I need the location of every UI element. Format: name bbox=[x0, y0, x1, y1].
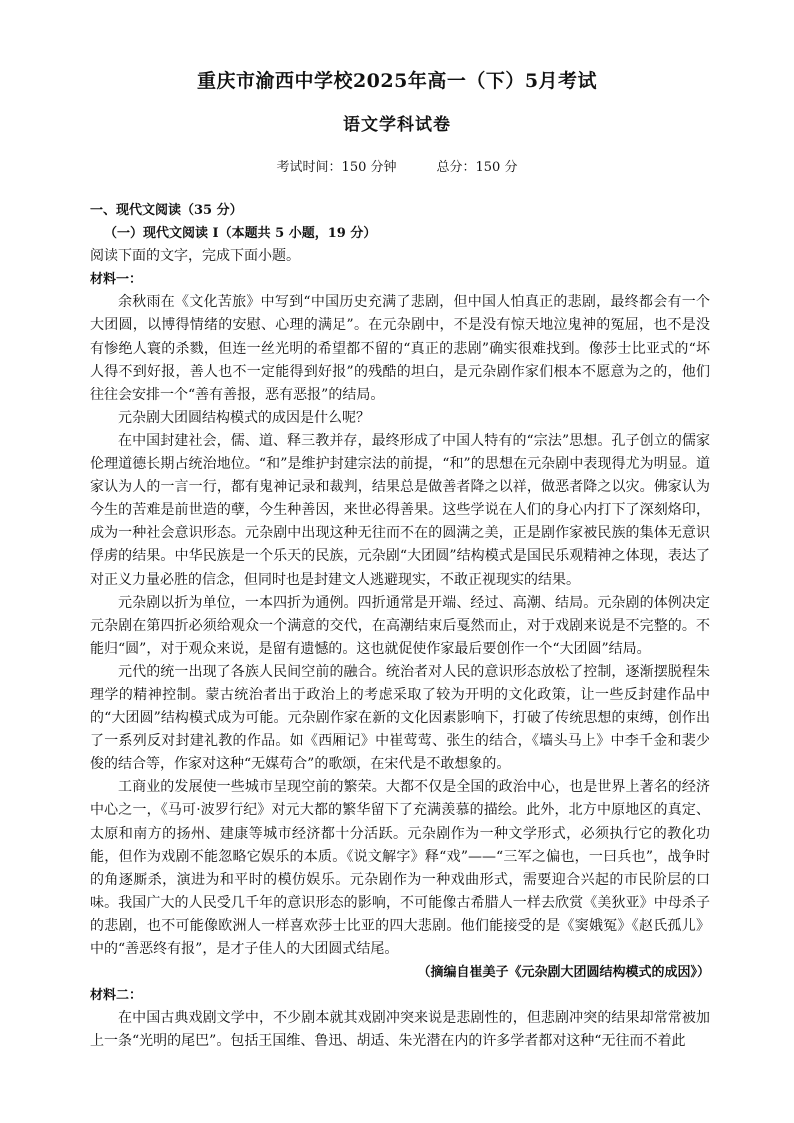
material-two-label: 材料二： bbox=[90, 988, 143, 1004]
material-one-label: 材料一： bbox=[90, 272, 143, 288]
section-heading: 一、现代文阅读（35 分） bbox=[90, 203, 243, 218]
material-one-paragraph: 元杂剧大团圆结构模式的成因是什么呢？ bbox=[118, 409, 370, 426]
exam-title: 重庆市渝西中学校2025年高一（下）5月考试 bbox=[196, 70, 598, 92]
material-two-paragraph: 在中国古典戏剧文学中，不少剧本就其戏剧冲突来说是悲剧性的，但悲剧冲突的结果却常常被加上一条“光明的尾巴”。包括王国维、鲁迅、胡适、朱光潜在内的许多学者都对这种“无往而不着此 bbox=[90, 1010, 710, 1050]
section-subheading: （一）现代文阅读 I（本题共 5 小题，19 分） bbox=[104, 226, 377, 242]
exam-total-score: 总分：150 分 bbox=[436, 160, 518, 175]
exam-subtitle: 语文学科试卷 bbox=[343, 115, 451, 135]
material-one-paragraph: 元杂剧以折为单位，一本四折为通例。四折通常是开端、经过、高潮、结局。元杂剧的体例决定元杂剧在第四折必须给观众一个满意的交代，在高潮结束后戛然而止，对于戏剧来说是不完整的。不能归“圆”，对于观众来说，是留有遗憾的。这也就促使作家最后要创作一个“大团圆”结局。 bbox=[90, 594, 710, 657]
material-one-source: （摘编自崔美子《元杂剧大团圆结构模式的成因》） bbox=[417, 965, 710, 981]
material-one-paragraph: 工商业的发展使一些城市呈现空前的繁荣。大都不仅是全国的政治中心，也是世界上著名的经济中心之一，《马可·波罗行纪》对元大都的繁华留下了充满羡慕的描绘。此外，北方中原地区的真定、太原和南方的扬州、建康等城市经济都十分活跃。元杂剧作为一种文学形式，必须执行它的教化功能，但作为戏剧不能忽略它娱乐的本质。《说文解字》释“戏”——“三军之偏也，一曰兵也”，战争时的角逐厮杀，演进为和平时的模仿娱乐。元杂剧作为一种戏曲形式，需要迎合兴起的市民阶层的口味。我国广大的人民受几千年的意识形态的影响，不可能像古希腊人一样去欣赏《美狄亚》中母杀子的悲剧，也不可能像欧洲人一样喜欢莎士比亚的四大悲剧。他们能接受的是《窦娥冤》《赵氏孤儿》中的“善恶终有报”，是才子佳人的大团圆式结尾。 bbox=[90, 779, 710, 957]
material-one-paragraph: 余秋雨在《文化苦旅》中写到“中国历史充满了悲剧，但中国人怕真正的悲剧，最终都会有一个大团圆，以博得情绪的安慰、心理的满足”。在元杂剧中，不是没有惊天地泣鬼神的冤屈，也不是没有惨绝人寰的杀戮，但连一丝光明的希望都不留的“真正的悲剧”确实很难找到。像莎士比亚式的“坏人得不到好报，善人也不一定能得到好报”的残酷的坦白，是元杂剧作家们根本不愿意为之的，他们往往会安排一个“善有善报，恶有恶报”的结局。 bbox=[90, 294, 710, 403]
exam-time: 考试时间：150 分钟 bbox=[276, 160, 397, 175]
material-one-paragraph: 元代的统一出现了各族人民间空前的融合。统治者对人民的意识形态放松了控制，逐渐摆脱程朱理学的精神控制。蒙古统治者出于政治上的考虑采取了较为开明的文化政策，让一些反封建作品中的“大团圆”结构模式成为可能。元杂剧作家在新的文化因素影响下，打破了传统思想的束缚，创作出了一系列反对封建礼教的作品。如《西厢记》中崔莺莺、张生的结合，《墙头马上》中李千金和裴少俊的结合等，作家对这种“无媒苟合”的歌颂，在宋代是不敢想象的。 bbox=[90, 663, 710, 773]
material-one-paragraph: 在中国封建社会，儒、道、释三教并存，最终形成了中国人特有的“宗法”思想。孔子创立的儒家伦理道德长期占统治地位。“和”是维护封建宗法的前提，“和”的思想在元杂剧中表现得尤为明显。道家认为人的一言一行，都有鬼神记录和裁判，结果总是做善者降之以祥，做恶者降之以灾。佛家认为今生的苦难是前世造的孽，今生种善因，来世必得善果。这些学说在人们的身心内打下了深刻烙印，成为一种社会意识形态。元杂剧中出现这种无往而不在的圆满之美，正是剧作家被民族的集体无意识俘虏的结果。中华民族是一个乐天的民族，元杂剧“大团圆”结构模式是国民乐观精神之体现，表达了对正义力量必胜的信念，但同时也是封建文人逃避现实，不敢正视现实的结果。 bbox=[90, 432, 710, 588]
reading-instruction: 阅读下面的文字，完成下面小题。 bbox=[90, 248, 300, 265]
reading-section bbox=[90, 199, 710, 1053]
exam-info bbox=[0, 156, 794, 175]
